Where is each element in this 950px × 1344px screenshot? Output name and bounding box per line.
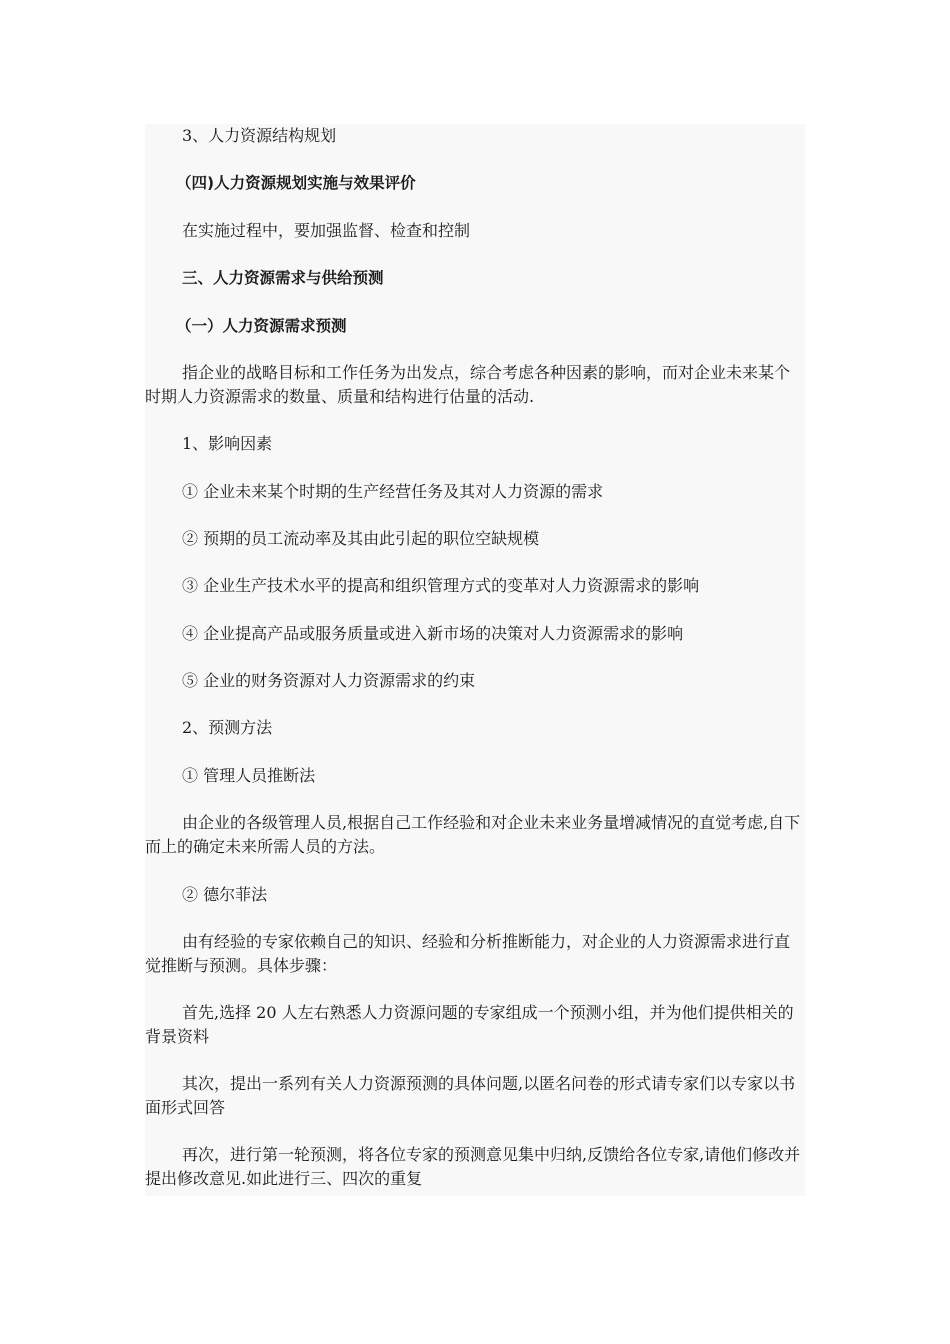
- paragraph-method-1-text: 由企业的各级管理人员,根据自己工作经验和对企业未来业务量增减情况的直觉考虑,自下而上的确定未来所需人员的方法。: [145, 813, 801, 856]
- list-item-factor-4: ④ 企业提高产品或服务质量或进入新市场的决策对人力资源需求的影响: [182, 624, 684, 643]
- paragraph-influencing-factors: 1、影响因素: [182, 434, 273, 453]
- paragraph-step-2: 其次，提出一系列有关人力资源预测的具体问题,以匿名问卷的形式请专家们以专家以书面形式回答: [145, 1074, 796, 1117]
- list-item-factor-2: ② 预期的员工流动率及其由此引起的职位空缺规模: [182, 529, 540, 548]
- paragraph-heading-forecast: 三、人力资源需求与供给预测: [182, 269, 384, 287]
- paragraph-implementation-text: 在实施过程中，要加强监督、检查和控制: [182, 221, 471, 240]
- list-item-factor-1: ① 企业未来某个时期的生产经营任务及其对人力资源的需求: [182, 482, 604, 501]
- paragraph-step-3: 再次，进行第一轮预测，将各位专家的预测意见集中归纳,反馈给各位专家,请他们修改并提出修改意见.如此进行三、四次的重复: [145, 1145, 801, 1188]
- paragraph-forecast-methods: 2、预测方法: [182, 718, 273, 737]
- paragraph-demand-definition: 指企业的战略目标和工作任务为出发点，综合考虑各种因素的影响，而对企业未来某个时期人力资源需求的数量、质量和结构进行估量的活动.: [145, 363, 791, 406]
- list-item-factor-3: ③ 企业生产技术水平的提高和组织管理方式的变革对人力资源需求的影响: [182, 576, 700, 595]
- list-item-factor-5: ⑤ 企业的财务资源对人力资源需求的约束: [182, 671, 476, 690]
- list-item-method-2: ② 德尔菲法: [182, 885, 268, 904]
- list-item-method-1: ① 管理人员推断法: [182, 766, 316, 785]
- document-page: [145, 124, 805, 1196]
- paragraph-heading-implementation: （四)人力资源规划实施与效果评价: [176, 174, 416, 192]
- paragraph-heading-structure-planning: 3、人力资源结构规划: [182, 126, 337, 145]
- paragraph-heading-demand-forecast: （一）人力资源需求预测: [176, 317, 347, 335]
- paragraph-step-1: 首先,选择 20 人左右熟悉人力资源问题的专家组成一个预测小组，并为他们提供相关的背景资料: [145, 1003, 794, 1046]
- paragraph-method-2-text: 由有经验的专家依赖自己的知识、经验和分析推断能力，对企业的人力资源需求进行直觉推断与预测。具体步骤：: [145, 932, 791, 975]
